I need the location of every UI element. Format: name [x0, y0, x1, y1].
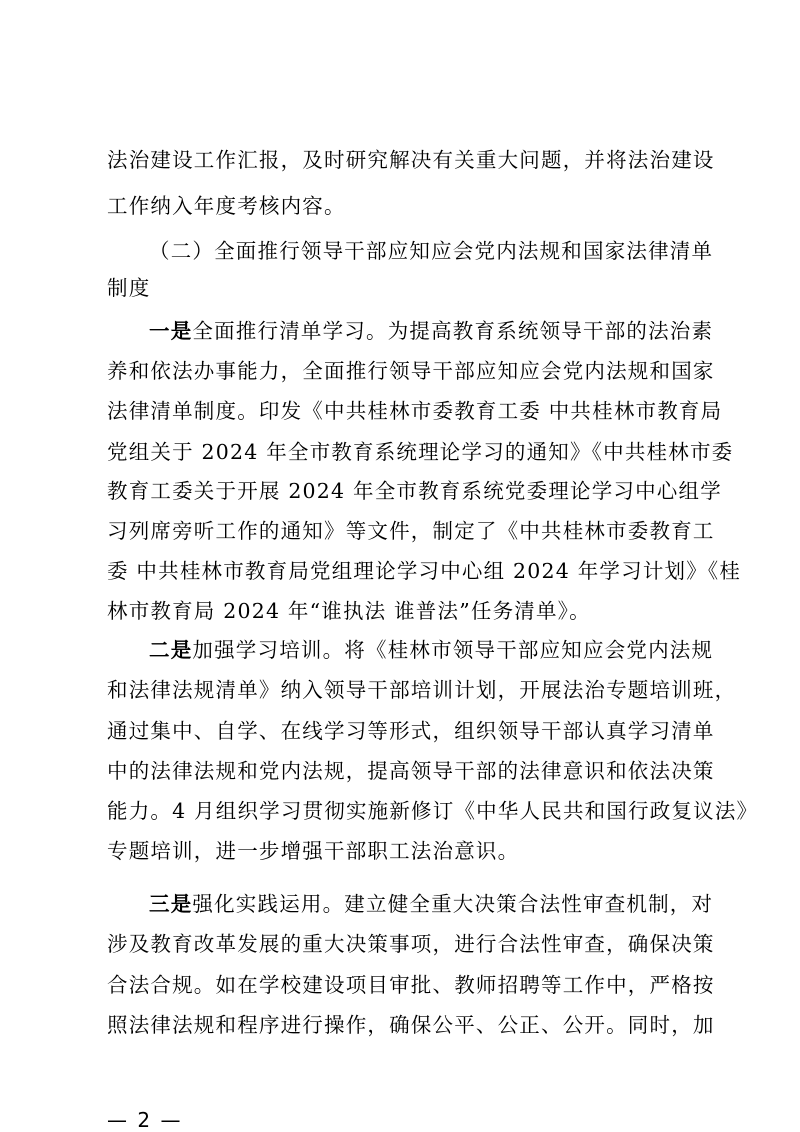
- lead-marker: 一是: [149, 319, 193, 343]
- paragraph-1-line: 一是全面推行清单学习。为提高教育系统领导干部的法治素: [149, 319, 714, 343]
- section-heading: （二）全面推行领导干部应知应会党内法规和国家法律清单: [149, 239, 714, 263]
- text-line: 能力。4 月组织学习贯彻实施新修订《中华人民共和国行政复议法》: [107, 799, 759, 823]
- text-line: 委 中共桂林市教育局党组理论学习中心组 2024 年学习计划》《桂: [107, 559, 742, 583]
- text-line: 法律清单制度。印发《中共桂林市委教育工委 中共桂林市教育局: [107, 399, 723, 423]
- text-line: 工作纳入年度考核内容。: [107, 194, 346, 218]
- text-line: 照法律法规和程序进行操作，确保公平、公正、公开。同时，加: [107, 1013, 715, 1037]
- text-line: 中的法律法规和党内法规，提高领导干部的法律意识和依法决策: [107, 759, 715, 783]
- text-line: 习列席旁听工作的通知》等文件，制定了《中共桂林市委教育工: [107, 519, 715, 543]
- paragraph-3-line: 三是强化实践运用。建立健全重大决策合法性审查机制，对: [149, 892, 714, 916]
- text-line: 专题培训，进一步增强干部职工法治意识。: [107, 839, 520, 863]
- lead-marker: 二是: [149, 638, 193, 662]
- lead-marker: 三是: [149, 892, 193, 916]
- text-line: 通过集中、自学、在线学习等形式，组织领导干部认真学习清单: [107, 719, 715, 743]
- text-line: 法治建设工作汇报，及时研究解决有关重大问题，并将法治建设: [107, 148, 715, 172]
- text-line: 和法律法规清单》纳入领导干部培训计划，开展法治专题培训班，: [107, 678, 737, 702]
- text-line: 教育工委关于开展 2024 年全市教育系统党委理论学习中心组学: [107, 479, 722, 503]
- text-line: 党组关于 2024 年全市教育系统理论学习的通知》《中共桂林市委: [107, 440, 734, 464]
- paragraph-2-line: 二是加强学习培训。将《桂林市领导干部应知应会党内法规: [149, 638, 714, 662]
- text-line: 涉及教育改革发展的重大决策事项，进行合法性审查，确保决策: [107, 932, 715, 956]
- text-line: 林市教育局 2024 年“谁执法 谁普法”任务清单》。: [107, 599, 591, 623]
- text-line: 合法合规。如在学校建设项目审批、教师招聘等工作中，严格按: [107, 973, 715, 997]
- section-heading-cont: 制度: [107, 276, 151, 300]
- text-line: 养和依法办事能力，全面推行领导干部应知应会党内法规和国家: [107, 359, 715, 383]
- page-number: — 2 —: [107, 1108, 183, 1132]
